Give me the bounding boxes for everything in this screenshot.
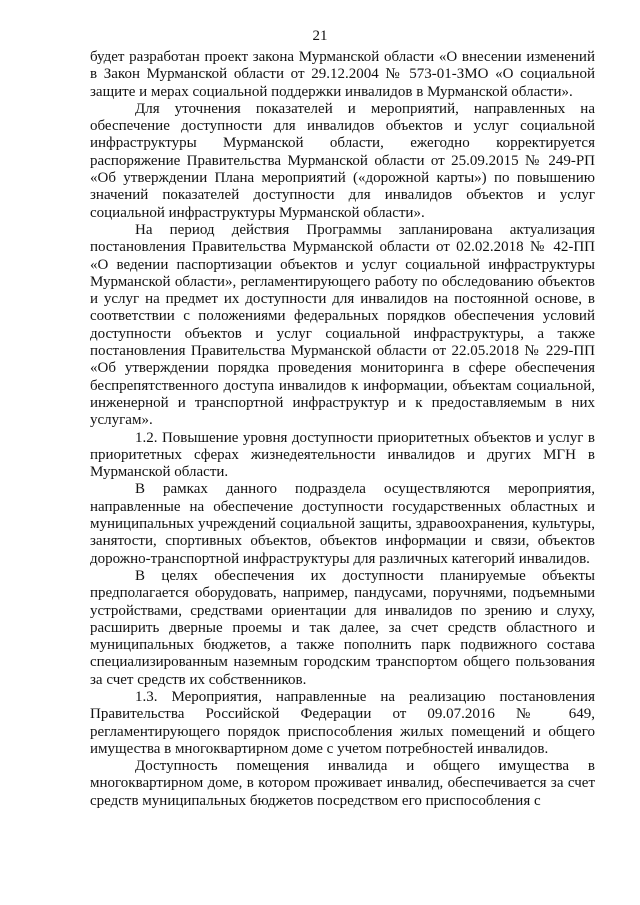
paragraph-6: В целях обеспечения их доступности планируемые объекты предполагается оборудовать, например, пандусами, поручнями, подъемными устройствами, средствами ориентации для инвалидов по зрению и слуху, расширить дверные проемы и так далее, за счет средств областного и муниципальных бюджетов, а также пополнить парк подвижного состава специализированным наземным городским транспортом общего пользования за счет средств их собственников. — [90, 567, 595, 688]
paragraph-4: 1.2. Повышение уровня доступности приоритетных объектов и услуг в приоритетных сферах жизнедеятельности инвалидов и других МГН в Мурманской области. — [90, 429, 595, 481]
paragraph-3: На период действия Программы запланирована актуализация постановления Правительства Мурманской области от 02.02.2018 № 42-ПП «О ведении паспортизации объектов и услуг социальной инфраструктуры Мурманской области», регламентирующего работу по обследованию объектов и услуг на предмет их доступности для инвалидов на постоянной основе, в соответствии с положениями федеральных порядков обеспечения условий доступности объектов и услуг социальной инфраструктуры, а также постановления Правительства Мурманской области от 22.05.2018 № 229-ПП «Об утверждении порядка проведения мониторинга в сфере обеспечения беспрепятственного доступа инвалидов к информации, объектам социальной, инженерной и транспортной инфраструктур и к предоставляемым в них услугам». — [90, 221, 595, 429]
paragraph-7: 1.3. Мероприятия, направленные на реализацию постановления Правительства Российской Федерации от 09.07.2016 № 649, регламентирующего порядок приспособления жилых помещений и общего имущества в многоквартирном доме с учетом потребностей инвалидов. — [90, 688, 595, 757]
paragraph-1: будет разработан проект закона Мурманской области «О внесении изменений в Закон Мурманской области от 29.12.2004 № 573-01-ЗМО «О социальной защите и мерах социальной поддержки инвалидов в Мурманской области». — [90, 49, 595, 100]
paragraph-8: Доступность помещения инвалида и общего имущества в многоквартирном доме, в котором проживает инвалид, обеспечивается за счет средств муниципальных бюджетов посредством его приспособления с — [90, 758, 595, 809]
document-body — [90, 49, 595, 810]
page-number: 21 — [312, 28, 328, 44]
paragraph-5: В рамках данного подраздела осуществляются мероприятия, направленные на обеспечение доступности государственных областных и муниципальных учреждений социальной защиты, здравоохранения, культуры, занятости, спортивных объектов, объектов информации и связи, объектов дорожно-транспортной инфраструктуры для различных категорий инвалидов. — [90, 481, 595, 567]
paragraph-2: Для уточнения показателей и мероприятий, направленных на обеспечение доступности для инвалидов объектов и услуг социальной инфраструктуры Мурманской области, ежегодно корректируется распоряжение Правительства Мурманской области от 25.09.2015 № 249-РП «Об утверждении Плана мероприятий («дорожной карты») по повышению значений показателей доступности для инвалидов объектов и услуг социальной инфраструктуры Мурманской области». — [90, 100, 595, 221]
